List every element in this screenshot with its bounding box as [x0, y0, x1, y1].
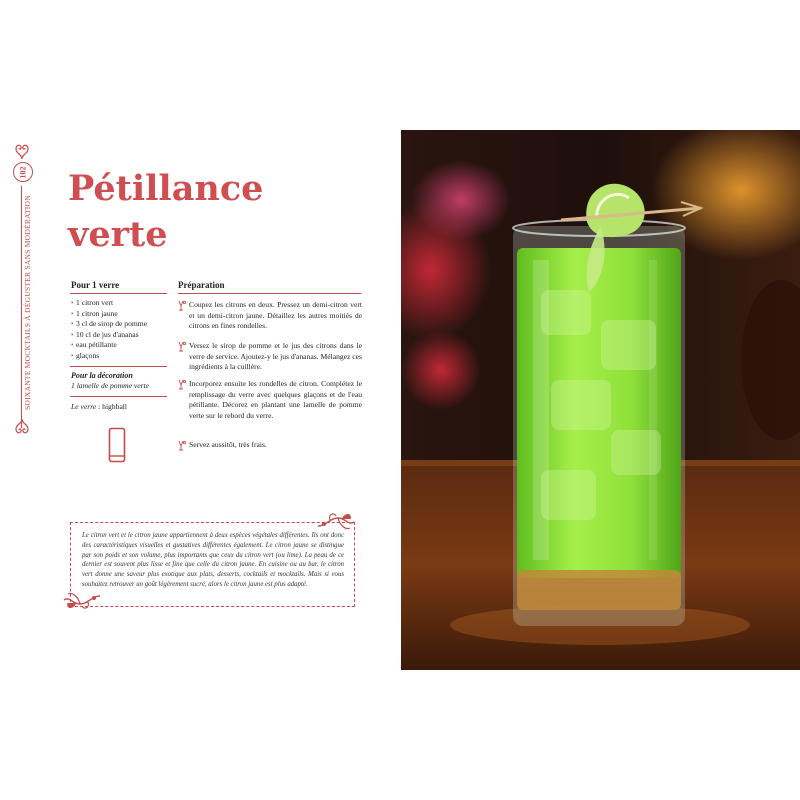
preparation-step-4: [178, 440, 362, 451]
pouring-glass-icon: [178, 341, 187, 352]
serving-rule: [70, 293, 167, 294]
lime-lemon-note: [70, 522, 355, 607]
top-swirl-ornament-icon: [12, 140, 32, 160]
step-text: Servez aussitôt, très frais.: [189, 440, 267, 449]
page-number-badge: [13, 162, 33, 182]
preparation-step-2: [178, 341, 362, 373]
page-number: 102: [18, 166, 28, 178]
preparation-heading: Préparation: [178, 280, 225, 290]
decoration-rule: [70, 366, 167, 367]
top-right-flourish-icon: [316, 510, 358, 536]
running-book-title: SOIXANTE MOCKTAILS À DÉGUSTER SANS MODÉRATION: [23, 195, 32, 410]
ingredient-item: • 3 cl de sirop de pomme: [71, 319, 148, 328]
ingredient-item: • 10 cl de jus d'ananas: [71, 329, 139, 339]
highball-glass-icon: [108, 427, 126, 463]
serving-heading: Pour 1 verre: [71, 280, 120, 290]
ingredient-list: [71, 298, 147, 361]
ingredient-item: • 1 citron jaune: [71, 308, 118, 318]
note-text: Le citron vert et le citron jaune appartiennent à deux espèces végétales différentes. Ils ont donc des caractéristiques visuelles et gustatives différentes également. Le citron jaune se distingue par son poids et son volume, plus importants que ceux du citron vert (ou lime). La peau de ce dernier est souvent plus lisse et fine que celle du citron jaune. En cuisine ou au bar, le citron vert donne une saveur plus exotique aux plats, desserts, cocktails et mocktails. Mais si vous souhaitez retrouver un goût légèrement sucré, alors le citron jaune est plus adapté.: [82, 532, 344, 588]
decoration-heading: Pour la décoration: [71, 371, 133, 380]
step-text: Versez le sirop de pomme et le jus des citrons dans le verre de service. Ajoutez-y le jus d'ananas. Mélangez ces ingrédients à la cuillère.: [189, 341, 362, 372]
ingredient-item: • eau pétillante: [71, 340, 117, 349]
step-text: Coupez les citrons en deux. Pressez un demi-citron vert et un demi-citron jaune. Détaillez les autres moitiés de citrons en fines rondelles.: [189, 300, 362, 331]
recipe-title: [68, 166, 368, 258]
preparation-step-3: [178, 379, 362, 421]
glass-value: : highball: [96, 402, 128, 411]
pouring-glass-icon: [178, 379, 187, 390]
bottom-left-flourish-icon: [60, 586, 102, 612]
glass-rule: [70, 396, 167, 397]
glass-label: Le verre: [71, 402, 97, 411]
bottom-swirl-ornament-icon: [12, 418, 32, 438]
preparation-rule: [178, 293, 361, 294]
cocktail-photo: [401, 130, 800, 670]
pouring-glass-icon: [178, 300, 187, 311]
decoration-item: 1 lamelle de pomme verte: [71, 381, 150, 390]
glass-line: [71, 402, 127, 411]
recipe-title-line2: verte: [68, 214, 168, 255]
recipe-title-line1: Pétillance: [68, 168, 264, 209]
pouring-glass-icon: [178, 440, 187, 451]
ingredient-item: • glaçons: [71, 350, 100, 360]
side-rule: [21, 186, 22, 428]
step-text: Incorporez ensuite les rondelles de citron. Complétez le remplissage du verre avec quelques glaçons et de l'eau pétillante. Décorez en plantant une lamelle de pomme verte sur le rebord du verre.: [189, 379, 362, 420]
preparation-step-1: [178, 300, 362, 332]
ingredient-item: • 1 citron vert: [71, 298, 114, 307]
